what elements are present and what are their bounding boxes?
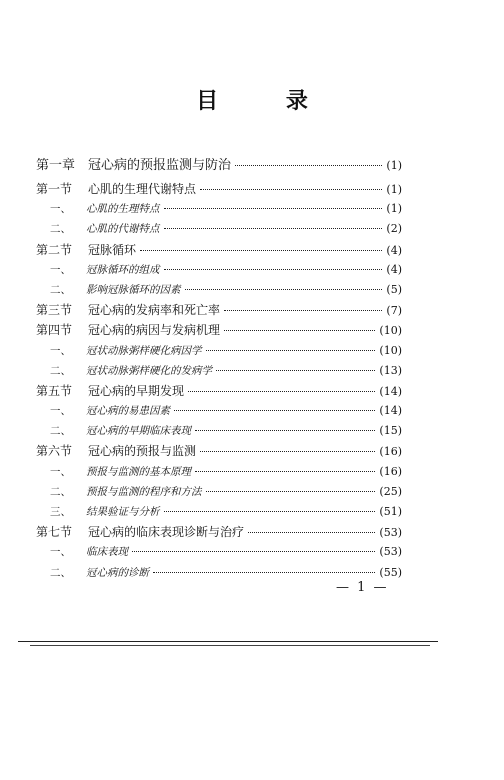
toc-entry-subsection[interactable] [36,341,402,361]
bottom-rule [30,645,430,646]
entry-number: 第一节 [36,182,73,196]
entry-title: 冠心病的临床表现诊断与治疗 [88,525,245,540]
toc-entry-subsection[interactable] [36,260,402,280]
dot-leader [206,491,376,492]
entry-page: (7) [386,304,402,318]
dot-leader [140,250,382,251]
toc-entry-subsection[interactable] [36,502,402,522]
entry-number: 一、 [50,263,71,276]
page-title: 目 录 [196,89,338,114]
entry-number: 三、 [50,506,71,518]
entry-page: (5) [386,282,402,296]
dot-leader [132,551,375,552]
entry-title: 冠状动脉粥样硬化的发病学 [86,364,212,377]
entry-number: 二、 [50,425,71,438]
entry-title: 冠心病的发病率和死亡率 [88,303,221,318]
entry-title: 冠心病的诊断 [86,566,149,579]
entry-title: 影响冠脉循环的因素 [86,283,181,296]
entry-page: (53) [379,526,402,540]
dot-leader [153,572,375,573]
entry-page: (55) [379,565,402,579]
entry-page: (4) [386,243,402,257]
toc-entry-section[interactable] [36,441,402,461]
entry-number: 第一章 [36,158,76,173]
dot-leader [185,289,383,290]
entry-title: 预报与监测的程序和方法 [86,485,202,498]
entry-number: 一、 [50,203,71,216]
entry-page: (1) [386,159,402,172]
toc-entry-chapter[interactable] [36,152,402,179]
entry-page: (16) [379,445,402,459]
entry-page: (4) [386,262,402,276]
toc-entry-subsection[interactable] [36,361,402,381]
toc-entry-subsection[interactable] [36,219,402,239]
entry-title: 临床表现 [86,546,128,559]
page-number: — 1 — [336,580,389,595]
dot-leader [200,451,375,452]
dot-leader [224,330,375,331]
entry-number: 第二节 [36,242,73,257]
entry-page: (2) [386,222,402,236]
entry-title: 预报与监测的基本原理 [86,465,191,478]
toc-entry-subsection[interactable] [36,462,402,482]
entry-page: (15) [379,424,402,438]
entry-title: 冠心病的早期临床表现 [86,425,191,438]
toc-entry-section[interactable] [36,381,402,401]
entry-number: 二、 [50,364,71,377]
entry-number: 第六节 [36,444,73,459]
entry-title: 心肌的生理特点 [86,203,160,216]
toc-entry-section[interactable] [36,522,402,542]
entry-page: (51) [379,505,402,518]
entry-page: (16) [379,464,402,478]
entry-page: (10) [379,343,402,357]
entry-number: 第五节 [36,383,73,398]
entry-title: 结果验证与分析 [86,506,160,518]
dot-leader [188,391,375,392]
entry-title: 冠心病的预报监测与防治 [88,158,232,173]
toc-entry-subsection[interactable] [36,482,402,502]
entry-title: 冠心病的易患因素 [86,405,170,418]
dot-leader [164,228,383,229]
dot-leader [224,310,382,311]
entry-number: 一、 [50,465,71,478]
entry-title: 冠状动脉粥样硬化病因学 [86,344,202,357]
entry-page: (10) [379,324,402,338]
dot-leader [200,189,382,190]
toc-entry-section[interactable] [36,320,402,340]
toc-entry-subsection[interactable] [36,199,402,219]
entry-number: 一、 [50,405,71,418]
entry-page: (1) [386,202,402,216]
entry-page: (53) [379,545,402,559]
dot-leader [195,430,375,431]
toc-entry-subsection[interactable] [36,542,402,562]
entry-title: 冠心病的病因与发病机理 [88,323,221,338]
entry-number: 二、 [50,223,71,236]
toc-entry-section[interactable] [36,240,402,260]
dot-leader [164,208,383,209]
entry-number: 一、 [50,546,71,559]
entry-number: 二、 [50,485,71,498]
entry-title: 冠心病的早期发现 [88,383,185,398]
entry-page: (14) [379,384,402,398]
entry-title: 冠脉循环 [88,242,137,257]
toc-entry-subsection[interactable] [36,421,402,441]
entry-page: (25) [379,484,402,498]
entry-number: 第四节 [36,323,73,338]
toc-entry-subsection[interactable] [36,280,402,300]
dot-leader [216,370,375,371]
toc-entry-section[interactable] [36,300,402,320]
entry-number: 二、 [50,283,71,296]
entry-page: (1) [386,183,402,196]
entry-title: 冠心病的预报与监测 [88,444,197,459]
dot-leader [164,511,376,512]
toc-entry-section[interactable] [36,179,402,199]
entry-number: 一、 [50,344,71,357]
entry-title: 心肌的代谢特点 [86,223,160,236]
entry-number: 二、 [50,566,71,579]
bottom-rule [18,641,438,642]
dot-leader [174,410,375,411]
entry-number: 第七节 [36,525,73,540]
entry-title: 冠脉循环的组成 [86,263,160,276]
dot-leader [248,532,375,533]
dot-leader [206,350,376,351]
entry-page: (13) [379,363,402,377]
table-of-contents [36,152,402,583]
dot-leader [195,471,375,472]
entry-number: 第三节 [36,303,73,318]
entry-title: 心肌的生理代谢特点 [88,182,197,196]
dot-leader [235,165,382,166]
dot-leader [164,269,383,270]
toc-entry-subsection[interactable] [36,401,402,421]
entry-page: (14) [379,404,402,418]
